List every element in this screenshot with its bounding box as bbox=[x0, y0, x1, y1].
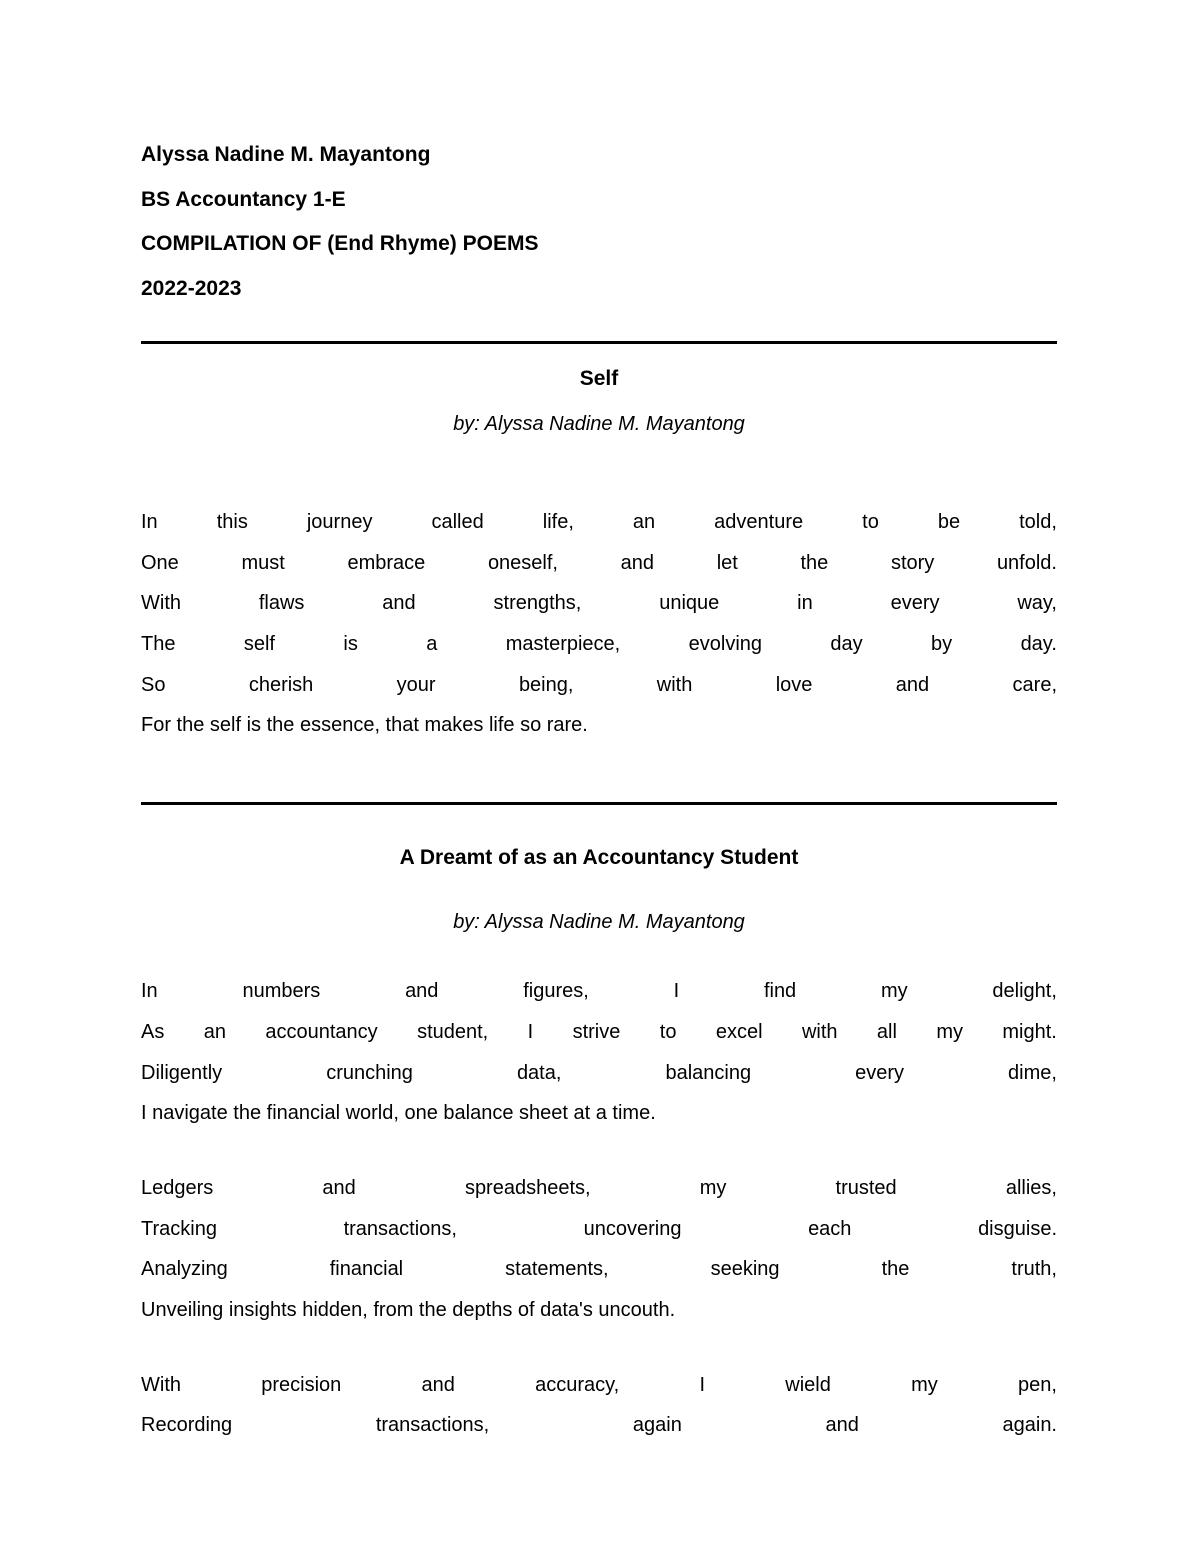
poem-word: the bbox=[800, 551, 829, 574]
poem-word: I bbox=[673, 980, 680, 1003]
poem-author: by: Alyssa Nadine M. Mayantong bbox=[453, 911, 745, 934]
poem-word: One bbox=[141, 551, 179, 574]
poem-stanza bbox=[141, 1168, 1057, 1331]
poem-word: accuracy, bbox=[535, 1373, 620, 1396]
poem-word: the bbox=[881, 1258, 910, 1281]
compilation-title: COMPILATION OF (End Rhyme) POEMS bbox=[141, 232, 539, 255]
poem-word: disguise. bbox=[978, 1217, 1057, 1240]
poem-word: adventure bbox=[714, 511, 804, 533]
poem-word: to bbox=[862, 511, 879, 533]
poem-word: masterpiece, bbox=[505, 633, 621, 656]
poem-word: by bbox=[931, 633, 953, 656]
poem-line bbox=[141, 1365, 1057, 1406]
poem-line bbox=[141, 583, 1057, 624]
poem-word: I bbox=[699, 1373, 706, 1396]
poem-word: unfold. bbox=[996, 551, 1057, 574]
poem-word: must bbox=[241, 551, 285, 574]
poem-stanza bbox=[141, 1365, 1057, 1446]
poem-line bbox=[141, 624, 1057, 665]
poem-word: day. bbox=[1020, 633, 1057, 656]
poem-line bbox=[141, 1012, 1057, 1053]
poem-word: strive bbox=[572, 1020, 621, 1043]
poem-word: my bbox=[911, 1373, 938, 1396]
poem-line bbox=[141, 665, 1057, 706]
poem-word: each bbox=[808, 1217, 852, 1240]
poem-word: cherish bbox=[248, 673, 314, 696]
poem-word: oneself, bbox=[487, 551, 558, 574]
poem-line bbox=[141, 1053, 1057, 1094]
poem-word: journey bbox=[306, 511, 373, 533]
poem-stanza bbox=[141, 502, 1057, 746]
poem-word: self bbox=[243, 633, 275, 656]
poem-word: again. bbox=[1002, 1414, 1057, 1437]
school-year: 2022-2023 bbox=[141, 277, 242, 300]
poem-word: this bbox=[216, 511, 248, 533]
poem-word: in bbox=[797, 592, 813, 615]
document-content bbox=[141, 140, 1057, 1446]
poem-word: with bbox=[656, 673, 693, 696]
poem-word: life, bbox=[542, 511, 574, 533]
poem-word: and bbox=[421, 1373, 455, 1396]
poem-line bbox=[141, 543, 1057, 584]
poem-line: Unveiling insights hidden, from the depths of data's uncouth. bbox=[141, 1298, 676, 1321]
poem-word: trusted bbox=[835, 1176, 897, 1199]
poem-word: balancing bbox=[665, 1061, 752, 1084]
poem-line bbox=[141, 1209, 1057, 1250]
poem-word: With bbox=[141, 592, 181, 615]
poem-word: find bbox=[763, 980, 797, 1003]
poem-word: every bbox=[855, 1061, 905, 1084]
poem-word: Diligently bbox=[141, 1061, 223, 1084]
poem-word: and bbox=[322, 1176, 356, 1199]
poem-word: numbers bbox=[242, 980, 321, 1003]
poem-word: So bbox=[141, 673, 166, 696]
poem-word: told, bbox=[1019, 511, 1057, 533]
poem-word: with bbox=[801, 1020, 838, 1043]
poem-word: Analyzing bbox=[141, 1258, 228, 1281]
poem-word: way, bbox=[1017, 592, 1057, 615]
poem-word: dime, bbox=[1008, 1061, 1057, 1084]
poem-word: excel bbox=[715, 1020, 763, 1043]
poem-stanza bbox=[141, 971, 1057, 1134]
poem-word: be bbox=[937, 511, 961, 533]
poem-word: allies, bbox=[1005, 1176, 1057, 1199]
poem-word: transactions, bbox=[375, 1414, 490, 1437]
poem-word: The bbox=[141, 633, 176, 656]
poem-word: again bbox=[632, 1414, 682, 1437]
poem-word: all bbox=[876, 1020, 897, 1043]
poem-word: strengths, bbox=[493, 592, 582, 615]
poem-word: truth, bbox=[1011, 1258, 1057, 1281]
poem-line: I navigate the financial world, one balance sheet at a time. bbox=[141, 1102, 656, 1125]
poem-word: is bbox=[343, 633, 358, 656]
section-divider bbox=[141, 802, 1057, 805]
poem-word: my bbox=[699, 1176, 727, 1199]
poem-word: student, bbox=[417, 1020, 489, 1043]
poem-word: precision bbox=[261, 1373, 342, 1396]
poem-word: called bbox=[431, 511, 484, 533]
poem-word: As bbox=[141, 1020, 165, 1043]
poem-word: accountancy bbox=[265, 1020, 378, 1043]
poem-word: might. bbox=[1002, 1020, 1057, 1043]
poem-word: and bbox=[382, 592, 416, 615]
poem-word: a bbox=[426, 633, 438, 656]
poem-title: A Dreamt of as an Accountancy Student bbox=[399, 846, 799, 870]
poem-word: spreadsheets, bbox=[464, 1176, 591, 1199]
poem-word: data, bbox=[516, 1061, 562, 1084]
poem-word: Recording bbox=[141, 1414, 233, 1437]
student-name: Alyssa Nadine M. Mayantong bbox=[141, 143, 431, 166]
poem-word: let bbox=[716, 551, 738, 574]
poem-word: wield bbox=[785, 1373, 831, 1396]
poem-word: my bbox=[880, 980, 908, 1003]
poem-word: figures, bbox=[523, 980, 589, 1003]
poem-word: an bbox=[632, 511, 656, 533]
poem-word: flaws bbox=[258, 592, 305, 615]
poem-word: being, bbox=[518, 673, 574, 696]
poem-word: to bbox=[659, 1020, 677, 1043]
poem-word: my bbox=[936, 1020, 963, 1043]
poem-line bbox=[141, 971, 1057, 1012]
poem-word: evolving bbox=[688, 633, 763, 656]
poem-word: uncovering bbox=[583, 1217, 682, 1240]
poem-word: I bbox=[527, 1020, 534, 1043]
poem-word: an bbox=[203, 1020, 226, 1043]
poem-word: financial bbox=[329, 1258, 404, 1281]
poem-word: statements, bbox=[505, 1258, 609, 1281]
poem-word: embrace bbox=[347, 551, 426, 574]
poem-word: day bbox=[830, 633, 863, 656]
poem-word: and bbox=[895, 673, 930, 696]
poem-line bbox=[141, 502, 1057, 543]
poem-author: by: Alyssa Nadine M. Mayantong bbox=[453, 413, 745, 435]
poem-word: every bbox=[890, 592, 940, 615]
poem-title: Self bbox=[579, 367, 619, 390]
poem-line: For the self is the essence, that makes life so rare. bbox=[141, 714, 588, 737]
poem-line bbox=[141, 1249, 1057, 1290]
poem-word: Tracking bbox=[141, 1217, 217, 1240]
poem-word: transactions, bbox=[343, 1217, 457, 1240]
poem-line bbox=[141, 1405, 1057, 1446]
poem-word: and bbox=[405, 980, 439, 1003]
poem-word: In bbox=[141, 511, 158, 533]
poem-word: crunching bbox=[326, 1061, 413, 1084]
section-divider bbox=[141, 341, 1057, 344]
poem-word: With bbox=[141, 1373, 181, 1396]
poem-word: Ledgers bbox=[141, 1176, 214, 1199]
poem-word: love bbox=[775, 673, 813, 696]
poem-word: unique bbox=[659, 592, 720, 615]
poem-word: pen, bbox=[1017, 1373, 1057, 1396]
poem-word: care, bbox=[1012, 673, 1057, 696]
course-section: BS Accountancy 1-E bbox=[141, 188, 346, 211]
poem-word: and bbox=[825, 1414, 859, 1437]
poem-word: In bbox=[141, 980, 158, 1003]
poem-word: story bbox=[890, 551, 935, 574]
poem-word: and bbox=[620, 551, 655, 574]
poem-word: your bbox=[396, 673, 436, 696]
poem-line bbox=[141, 1168, 1057, 1209]
poem-word: seeking bbox=[710, 1258, 780, 1281]
poem-word: delight, bbox=[992, 980, 1057, 1003]
